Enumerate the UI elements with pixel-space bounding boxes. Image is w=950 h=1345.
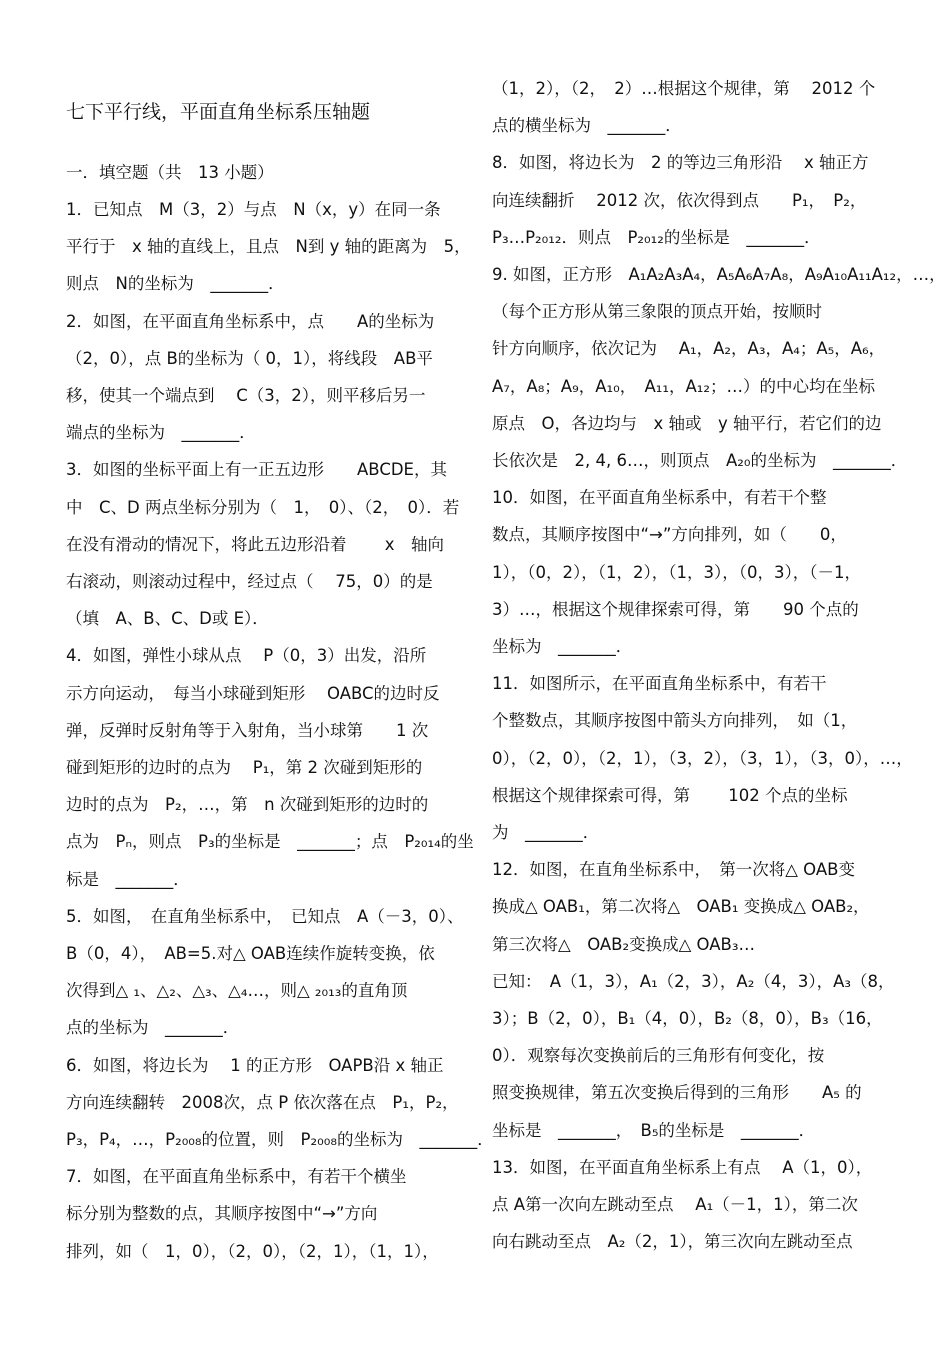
text-line: 数点，其顺序按图中“→”方向排列，如（ 0， xyxy=(492,525,847,545)
text-line: 平行于 x 轴的直线上，且点 N到 y 轴的距离为 5， xyxy=(66,237,471,257)
text-line: 排列，如（ 1，0），（2，0），（2，1），（1，1）， xyxy=(66,1241,439,1261)
text-line: 7．如图，在平面直角坐标系中，有若干个横坐 xyxy=(66,1167,407,1187)
text-line: 4．如图，弹性小球从点 P（0，3）出发，沿所 xyxy=(66,646,427,666)
text-line: 0），（2，0），（2，1），（3，2），（3，1），（3，0），…， xyxy=(492,748,913,768)
text-line: 坐标是 _______， B₅的坐标是 _______． xyxy=(492,1120,816,1140)
text-line: 标分别为整数的点，其顺序按图中“→”方向 xyxy=(66,1204,378,1224)
text-line: 端点的坐标为 _______． xyxy=(66,423,256,443)
text-line: P₃，P₄，…，P₂₀₀₈的位置，则 P₂₀₀₈的坐标为 _______． xyxy=(66,1130,494,1149)
text-line: 边时的点为 P₂，…，第 n 次碰到矩形的边时的 xyxy=(66,795,429,815)
text-line: 点的横坐标为 _______． xyxy=(492,116,682,136)
text-line: 点的坐标为 _______． xyxy=(66,1018,240,1038)
text-line: 右滚动，则滚动过程中，经过点（ 75，0）的是 xyxy=(66,572,433,591)
text-line: 示方向运动， 每当小球碰到矩形 OABC的边时反 xyxy=(66,683,440,703)
text-line: 照变换规律，第五次变换后得到的三角形 A₅ 的 xyxy=(492,1083,862,1103)
text-line: 弹，反弹时反射角等于入射角，当小球第 1 次 xyxy=(66,720,429,740)
text-line: （2，0），点 B的坐标为（ 0，1），将线段 AB平 xyxy=(66,348,433,368)
text-line: 则点 N的坐标为 _______． xyxy=(66,274,285,294)
text-line: 为 _______． xyxy=(492,823,600,842)
text-line: 在没有滑动的情况下，将此五边形沿着 x 轴向 xyxy=(66,534,445,554)
text-line: 针方向顺序，依次记为 A₁，A₂，A₃，A₄；A₅，A₆， xyxy=(492,339,886,359)
text-line: （每个正方形从第三象限的顶点开始，按顺时 xyxy=(492,302,822,322)
text-line: 根据这个规律探索可得，第 102 个点的坐标 xyxy=(492,785,848,805)
text-line: 向连续翻折 2012 次，依次得到点 P₁， P₂， xyxy=(492,190,867,210)
text-line: A₇，A₈；A₉，A₁₀， A₁₁，A₁₂；…）的中心均在坐标 xyxy=(492,376,876,396)
text-line: 11．如图所示，在平面直角坐标系中，有若干 xyxy=(492,674,827,694)
text-line: 13．如图，在平面直角坐标系上有点 A（1，0）， xyxy=(492,1157,873,1177)
text-line: P₃…P₂₀₁₂．则点 P₂₀₁₂的坐标是 _______． xyxy=(492,227,821,247)
text-line: 次得到△ ₁、△₂、△₃、△₄…，则△ ₂₀₁₃的直角顶 xyxy=(66,981,408,1001)
text-line: 3）…，根据这个规律探索可得，第 90 个点的 xyxy=(492,599,859,619)
text-line: 标是 _______． xyxy=(66,869,190,889)
section-heading: 一．填空题（共 13 小题） xyxy=(66,163,274,182)
text-line: 1．已知点 M（3，2）与点 N（x，y）在同一条 xyxy=(66,200,441,219)
text-line: 换成△ OAB₁，第二次将△ OAB₁ 变换成△ OAB₂， xyxy=(492,897,870,917)
text-line: 2．如图，在平面直角坐标系中，点 A的坐标为 xyxy=(66,311,435,331)
document-title: 七下平行线，平面直角坐标系压轴题 xyxy=(66,101,371,123)
text-line: 点为 Pₙ，则点 P₃的坐标是 _______；点 P₂₀₁₄的坐 xyxy=(66,832,474,852)
text-line: 已知： A（1，3），A₁（2，3），A₂（4，3），A₃（8， xyxy=(492,971,895,991)
text-line: 坐标为 _______． xyxy=(492,637,633,656)
text-line: 点 A第一次向左跳动至点 A₁（－1，1），第二次 xyxy=(492,1195,858,1214)
text-line: （填 A、B、C、D或 E）． xyxy=(66,609,269,629)
text-line: 中 C、D 两点坐标分别为（ 1， 0）、（2， 0）．若 xyxy=(66,497,460,517)
text-line: 12．如图，在直角坐标系中， 第一次将△ OAB变 xyxy=(492,860,855,880)
text-line: 方向连续翻转 2008次，点 P 依次落在点 P₁，P₂， xyxy=(66,1092,459,1112)
text-line: B（0，4）， AB=5.对△ OAB连续作旋转变换，依 xyxy=(66,944,435,963)
text-line: 向右跳动至点 A₂（2，1），第三次向左跳动至点 xyxy=(492,1232,853,1252)
text-line: 5．如图， 在直角坐标系中， 已知点 A（－3，0）、 xyxy=(66,906,464,926)
text-line: 8．如图，将边长为 2 的等边三角形沿 x 轴正方 xyxy=(492,153,869,173)
text-line: 个整数点，其顺序按图中箭头方向排列， 如（1， xyxy=(492,711,858,731)
text-line: 碰到矩形的边时的点为 P₁，第 2 次碰到矩形的 xyxy=(66,758,423,777)
text-line: 移，使其一个端点到 C（3，2），则平移后另一 xyxy=(66,386,426,405)
text-line: （1，2），（2， 2）…根据这个规律，第 2012 个 xyxy=(492,79,876,98)
text-line: 第三次将△ OAB₂变换成△ OAB₃… xyxy=(492,934,755,954)
text-line: 6．如图，将边长为 1 的正方形 OAPB沿 x 轴正 xyxy=(66,1055,444,1075)
text-line: 0）．观察每次变换前后的三角形有何变化，按 xyxy=(492,1046,825,1066)
text-line: 3．如图的坐标平面上有一正五边形 ABCDE，其 xyxy=(66,460,447,480)
text-line: 9. 如图，正方形 A₁A₂A₃A₄，A₅A₆A₇A₈，A₉A₁₀A₁₁A₁₂，…， xyxy=(492,265,946,284)
text-line: 3）；B（2，0），B₁（4，0），B₂（8，0），B₃（16， xyxy=(492,1009,883,1028)
text-line: 长依次是 2, 4, 6…，则顶点 A₂₀的坐标为 _______． xyxy=(492,451,908,470)
text-line: 10．如图，在平面直角坐标系中，有若干个整 xyxy=(492,488,827,508)
text-line: 原点 O，各边均与 x 轴或 y 轴平行，若它们的边 xyxy=(492,413,882,433)
text-line: 1），（0，2），（1，2），（1，3），（0，3），（－1， xyxy=(492,562,861,582)
